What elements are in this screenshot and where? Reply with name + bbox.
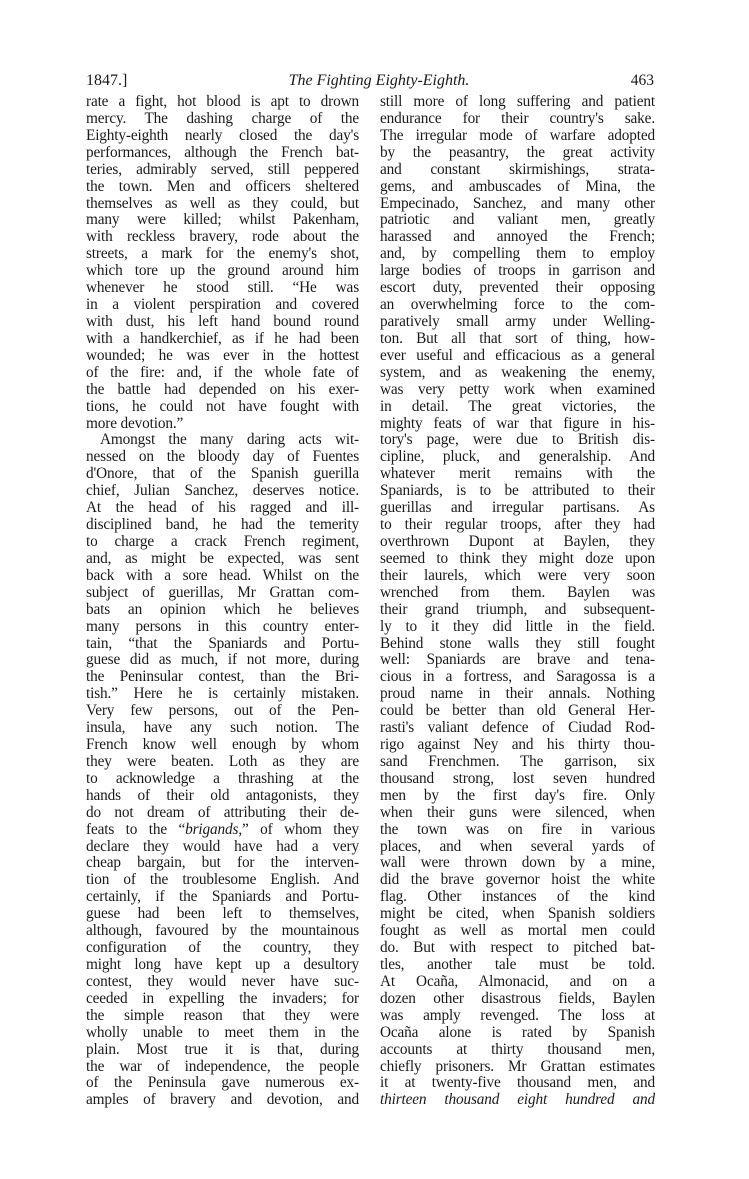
text-line-brigands [86, 822, 359, 839]
text-line: cheap bargain, but for the interven- [86, 854, 359, 872]
text-line: mercy. The dashing charge of the [86, 109, 359, 127]
text-line: whatever merit remains with the [380, 465, 655, 483]
text-line: and constant skirmishings, strata- [380, 160, 655, 178]
text-line: still more of long suffering and patient [380, 93, 655, 110]
text-line: of the fire: and, if the whole fate of [86, 363, 359, 381]
text-line: whenever he stood still. “He was [86, 279, 359, 297]
text-line: the battle had depended on his exer- [86, 380, 359, 398]
text-line: cious in a fortress, and Saragossa is a [380, 668, 655, 686]
text-line: the Peninsular contest, than the Bri- [86, 668, 359, 686]
brigands-italic: brigands [185, 820, 239, 838]
text-line: thousand strong, lost seven hundred [380, 769, 655, 787]
text-line: declare they would have had a very [86, 837, 359, 855]
text-line: gems, and ambuscades of Mina, the [380, 177, 655, 195]
text-line: themselves as well as they could, but [86, 194, 359, 212]
text-line: might be cited, when Spanish soldiers [380, 905, 655, 923]
text-line: tions, he could not have fought with [86, 397, 359, 415]
text-line: patriotic and valiant men, greatly [380, 211, 655, 229]
text-line: wholly unable to meet them in the [86, 1023, 359, 1041]
text-line: many persons in this country enter- [86, 617, 359, 635]
text-line: ly to it they did little in the field. [380, 617, 655, 635]
text-line: guese had been left to themselves, [86, 905, 359, 923]
text-line: amples of bravery and devotion, and [86, 1091, 359, 1109]
text-line: large bodies of troops in garrison and [380, 262, 655, 280]
text-line: At the head of his ragged and ill- [86, 499, 359, 517]
text-line: Behind stone walls they still fought [380, 634, 655, 652]
text-line: well: Spaniards are brave and tena- [380, 651, 655, 669]
text-line: tory's page, were due to British dis- [380, 431, 655, 449]
text-line: escort duty, prevented their opposing [380, 279, 655, 297]
text-line: guese did as much, if not more, during [86, 651, 359, 669]
text-line: tish.” Here he is certainly mistaken. [86, 685, 359, 703]
paragraph-end-line: more devotion.” [86, 414, 184, 432]
brigands-before: feats to the “ [86, 820, 186, 838]
text-line: paratively small army under Welling- [380, 312, 655, 330]
text-line: streets, a mark for the enemy's shot, [86, 245, 359, 263]
text-line: ever useful and efficacious as a general [380, 346, 655, 364]
text-line: dozen other disastrous fields, Baylen [380, 989, 655, 1007]
text-line: proud name in their annals. Nothing [380, 685, 655, 703]
text-line: d'Onore, that of the Spanish guerilla [86, 465, 359, 483]
text-line: wrenched from them. Baylen was [380, 583, 655, 601]
text-line: the war of independence, the people [86, 1057, 359, 1075]
text-line: guerillas and irregular partisans. As [380, 499, 655, 517]
brigands-after: ,” of whom they [238, 820, 359, 838]
running-head [86, 72, 654, 92]
text-line: their grand triumph, and subsequent- [380, 600, 655, 618]
page-number: 463 [630, 72, 654, 89]
text-line: teries, admirably served, still peppered [86, 160, 359, 178]
text-line: in a violent perspiration and covered [86, 296, 359, 314]
left-column [86, 94, 359, 1109]
text-line: although, favoured by the mountainous [86, 922, 359, 940]
text-line: many were killed; whilst Pakenham, [86, 211, 359, 229]
text-line: tain, “that the Spaniards and Portu- [86, 634, 359, 652]
text-line: tion of the troublesome English. And [86, 871, 359, 889]
text-line: rate a fight, hot blood is apt to drown [86, 93, 359, 110]
text-line: fought as well as mortal men could [380, 922, 655, 940]
text-line: Empecinado, Sanchez, and many other [380, 194, 655, 212]
text-line: hands of their old antagonists, they [86, 786, 359, 804]
text-line: rigo against Ney and his thirty thou- [380, 736, 655, 754]
italic-text-line: thirteen thousand eight hundred and [380, 1091, 655, 1109]
text-line: with dust, his left hand bound round [86, 312, 359, 330]
text-line: French know well enough by whom [86, 736, 359, 754]
text-line: mighty feats of war that figure in his- [380, 414, 655, 432]
right-column [380, 94, 655, 1109]
text-line: places, and when several yards of [380, 837, 655, 855]
text-line: seemed to think they might doze upon [380, 549, 655, 567]
text-line: subject of guerillas, Mr Grattan com- [86, 583, 359, 601]
text-line: Eighty-eighth nearly closed the day's [86, 126, 359, 144]
text-line: Ocaña alone is rated by Spanish [380, 1023, 655, 1041]
text-line: and, by compelling them to employ [380, 245, 655, 263]
text-line: wall were thrown down by a mine, [380, 854, 655, 872]
text-line: flag. Other instances of the kind [380, 888, 655, 906]
text-line: with a handkerchief, as if he had been [86, 329, 359, 347]
text-line: was very petty work when examined [380, 380, 655, 398]
text-line: chiefly prisoners. Mr Grattan estimates [380, 1057, 655, 1075]
text-line: could be better than old General Her- [380, 702, 655, 720]
text-line: they were beaten. Loth as they are [86, 752, 359, 770]
text-line: cipline, pluck, and generalship. And [380, 448, 655, 466]
text-line: sand Frenchmen. The garrison, six [380, 752, 655, 770]
text-line: did the brave governor hoist the white [380, 871, 655, 889]
text-line: to charge a crack French regiment, [86, 532, 359, 550]
text-line: wounded; he was ever in the hottest [86, 346, 359, 364]
text-line: bats an opinion which he believes [86, 600, 359, 618]
text-line: back with a sore head. Whilst on the [86, 566, 359, 584]
text-line: Very few persons, out of the Pen- [86, 702, 359, 720]
text-line: tles, another tale must be told. [380, 956, 655, 974]
text-line: ceeded in expelling the invaders; for [86, 989, 359, 1007]
text-line: system, and as weakening the enemy, [380, 363, 655, 381]
text-line: Spaniards, is to be attributed to their [380, 482, 655, 500]
text-line: to acknowledge a thrashing at the [86, 769, 359, 787]
text-line: At Ocaña, Almonacid, and on a [380, 972, 655, 990]
text-line: an overwhelming force to the com- [380, 296, 655, 314]
text-line: endurance for their country's sake. [380, 109, 655, 127]
text-line: contest, they would never have suc- [86, 972, 359, 990]
text-line: of the Peninsula gave numerous ex- [86, 1074, 359, 1092]
text-line: insula, have any such notion. The [86, 719, 359, 737]
running-head-year: 1847.] [86, 72, 128, 89]
text-line: by the peasantry, the great activity [380, 143, 655, 161]
text-line: do. But with respect to pitched bat- [380, 939, 655, 957]
text-line: when their guns were silenced, when [380, 803, 655, 821]
text-line: which tore up the ground around him [86, 262, 359, 280]
text-line: the town was on fire in various [380, 820, 655, 838]
text-line: harassed and annoyed the French; [380, 228, 655, 246]
text-line: rasti's valiant defence of Ciudad Rod- [380, 719, 655, 737]
text-line: ton. But all that sort of thing, how- [380, 329, 655, 347]
text-line: might long have kept up a desultory [86, 956, 359, 974]
text-line: certainly, if the Spaniards and Portu- [86, 888, 359, 906]
text-line: disciplined band, he had the temerity [86, 516, 359, 534]
text-line: in detail. The great victories, the [380, 397, 655, 415]
text-line: their laurels, which were very soon [380, 566, 655, 584]
text-line: overthrown Dupont at Baylen, they [380, 532, 655, 550]
text-line: nessed on the bloody day of Fuentes [86, 448, 359, 466]
text-line: chief, Julian Sanchez, deserves notice. [86, 482, 359, 500]
text-line: configuration of the country, they [86, 939, 359, 957]
text-line: The irregular mode of warfare adopted [380, 126, 655, 144]
text-line: men by the first day's fire. Only [380, 786, 655, 804]
text-line: do not dream of attributing their de- [86, 803, 359, 821]
text-line: plain. Most true it is that, during [86, 1040, 359, 1058]
text-line: it at twenty-five thousand men, and [380, 1074, 655, 1092]
running-head-title: The Fighting Eighty-Eighth. [288, 72, 470, 89]
text-line: and, as might be expected, was sent [86, 549, 359, 567]
text-line: to their regular troops, after they had [380, 516, 655, 534]
text-line: the simple reason that they were [86, 1006, 359, 1024]
text-line: performances, although the French bat- [86, 143, 359, 161]
text-line: accounts at thirty thousand men, [380, 1040, 655, 1058]
text-line: the town. Men and officers sheltered [86, 177, 359, 195]
text-line: was amply revenged. The loss at [380, 1006, 655, 1024]
text-line: with reckless bravery, rode about the [86, 228, 359, 246]
paragraph-start-line: Amongst the many daring acts wit- [100, 431, 359, 449]
